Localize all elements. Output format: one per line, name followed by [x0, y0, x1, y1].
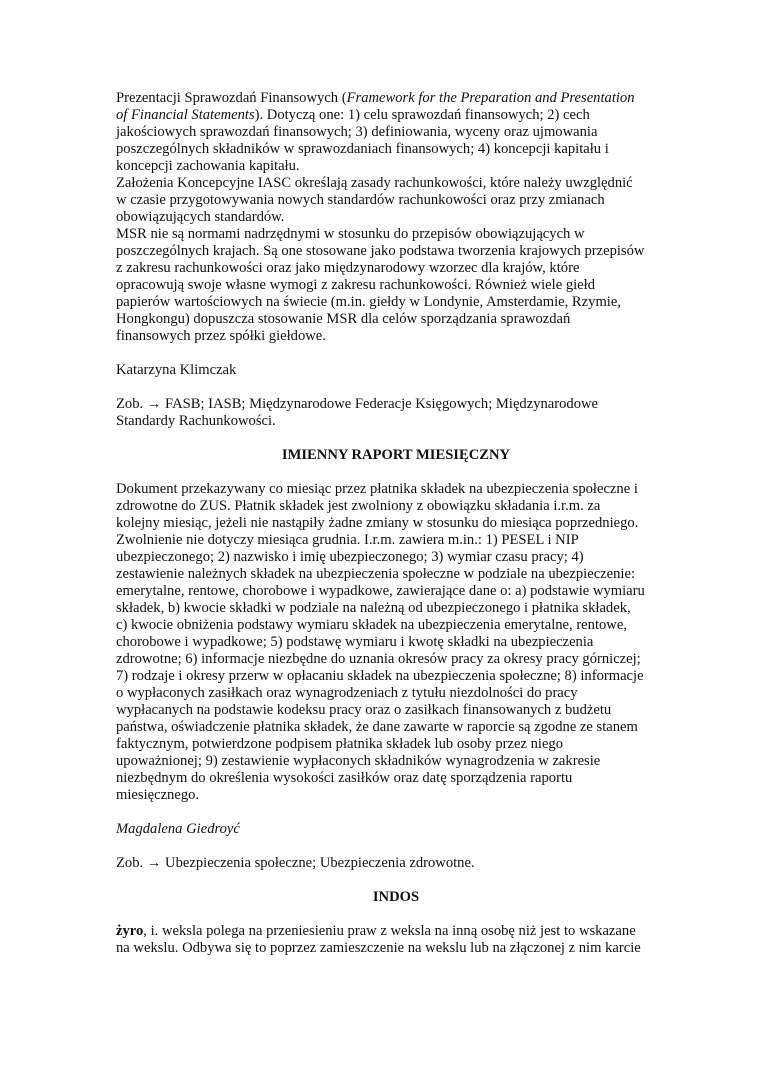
text-line: Zwolnienie nie dotyczy miesiąca grudnia. I.r.m. zawiera m.in.: 1) PESEL i NIP [116, 532, 579, 548]
spacer [116, 430, 676, 447]
text-line: Hongkongu) dopuszcza stosowanie MSR dla celów sporządzania sprawozdań [116, 311, 571, 327]
text-line: miesięcznego. [116, 787, 200, 803]
text-line: poszczególnych składników w sprawozdaniach finansowych; 4) koncepcji kapitału i [116, 141, 609, 157]
text-line: Dokument przekazywany co miesiąc przez płatnika składek na ubezpieczenia społeczne i [116, 481, 638, 497]
text-line: zdrowotne do ZUS. Płatnik składek jest zwolniony z obowiązku składania i.r.m. za [116, 498, 601, 514]
spacer [116, 838, 676, 855]
spacer [116, 345, 676, 362]
author-name: Katarzyna Klimczak [116, 362, 237, 378]
text-line: jakościowych sprawozdań finansowych; 3) definiowania, wyceny oraz ujmowania [116, 124, 598, 140]
term-bold: żyro [116, 923, 144, 939]
entry-heading: INDOS [372, 889, 420, 905]
text-line: c) kwocie obniżenia podstawy wymiaru składek na ubezpieczenia emerytalne, rentowe, [116, 617, 627, 633]
text-line: zestawienie należnych składek na ubezpieczenia społeczne w podziale na ubezpieczenie: [116, 566, 636, 582]
text-line: obowiązujących standardów. [116, 209, 285, 225]
entry-heading: IMIENNY RAPORT MIESIĘCZNY [281, 447, 511, 463]
spacer [116, 464, 676, 481]
text-line: Prezentacji Sprawozdań Finansowych (Framework for the Preparation and Presentation [116, 90, 635, 106]
text-line: żyro, i. weksla polega na przeniesieniu praw z weksla na inną osobę niż jest to wskazane [116, 923, 636, 939]
text-line: ubezpieczonego; 2) nazwisko i imię ubezpieczonego; 3) wymiar czasu pracy; 4) [116, 549, 584, 565]
author-name: Magdalena Giedroyć [116, 821, 240, 837]
spacer [116, 379, 676, 396]
text-line: opracowują swoje własne wymogi z zakresu rachunkowości. Również wiele giełd [116, 277, 596, 293]
text-line: składek, b) kwocie składki w podziale na należną od ubezpieczonego i płatnika składek, [116, 600, 631, 616]
document-page [116, 90, 676, 957]
text-line: 7) rodzaje i okresy przerw w opłacaniu składek na ubezpieczenia społeczne; 8) informacje [116, 668, 644, 684]
text-line: Założenia Koncepcyjne IASC określają zasady rachunkowości, które należy uwzględnić [116, 175, 633, 191]
text-line: państwa, oświadczenie płatnika składek, że dane zawarte w raporcie są zgodne ze stanem [116, 719, 638, 735]
spacer [116, 804, 676, 821]
text-line: niezbędnym do określenia wysokości zasiłków oraz datę sporządzenia raportu [116, 770, 573, 786]
text-line: emerytalne, rentowe, chorobowe i wypadkowe, zawierające dane o: a) podstawie wymiaru [116, 583, 645, 599]
text-line: chorobowe i wypadkowe; 5) podstawę wymiaru i kwotę składki na ubezpieczenia [116, 634, 594, 650]
text-line: poszczególnych krajach. Są one stosowane jako podstawa tworzenia krajowych przepisów [116, 243, 645, 259]
see-also: Zob. → Ubezpieczenia społeczne; Ubezpieczenia zdrowotne. [116, 855, 475, 871]
see-also [116, 396, 676, 430]
text-line: o wypłaconych zasiłkach oraz wynagrodzeniach z tytułu niezdolności do pracy [116, 685, 578, 701]
text-line: koncepcji zachowania kapitału. [116, 158, 300, 174]
text-line: z zakresu rachunkowości oraz jako międzynarodowy wzorzec dla krajów, które [116, 260, 580, 276]
text-line: Zob. → FASB; IASB; Międzynarodowe Federacje Księgowych; Międzynarodowe [116, 396, 599, 412]
text-line: Standardy Rachunkowości. [116, 413, 276, 429]
text-line: papierów wartościowych na świecie (m.in. giełdy w Londynie, Amsterdamie, Rzymie, [116, 294, 621, 310]
text-line: w czasie przygotowywania nowych standardów rachunkowości oraz przy zmianach [116, 192, 605, 208]
text-line: finansowych przez spółki giełdowe. [116, 328, 326, 344]
text-line: of Financial Statements). Dotyczą one: 1) celu sprawozdań finansowych; 2) cech [116, 107, 590, 123]
text-line: zdrowotne; 6) informacje niezbędne do uznania okresów pracy za okresy pracy górniczej; [116, 651, 641, 667]
paragraph-framework [116, 90, 676, 345]
text-line: MSR nie są normami nadrzędnymi w stosunku do przepisów obowiązujących w [116, 226, 585, 242]
text-line: faktycznym, potwierdzone podpisem płatnika składek lub osoby przez niego [116, 736, 564, 752]
spacer [116, 872, 676, 889]
spacer [116, 906, 676, 923]
paragraph-raport [116, 481, 676, 804]
paragraph-indos [116, 923, 676, 957]
text-line: wypłacanych na podstawie kodeksu pracy oraz o zasiłkach finansowanych z budżetu [116, 702, 612, 718]
text-line: na wekslu. Odbywa się to poprzez zamieszczenie na wekslu lub na złączonej z nim karcie [116, 940, 641, 956]
text-line: upoważnionej; 9) zestawienie wypłaconych składników wynagrodzenia w zakresie [116, 753, 601, 769]
text-line: kolejny miesiąc, jeżeli nie nastąpiły żadne zmiany w stosunku do miesiąca poprzedniego. [116, 515, 639, 531]
